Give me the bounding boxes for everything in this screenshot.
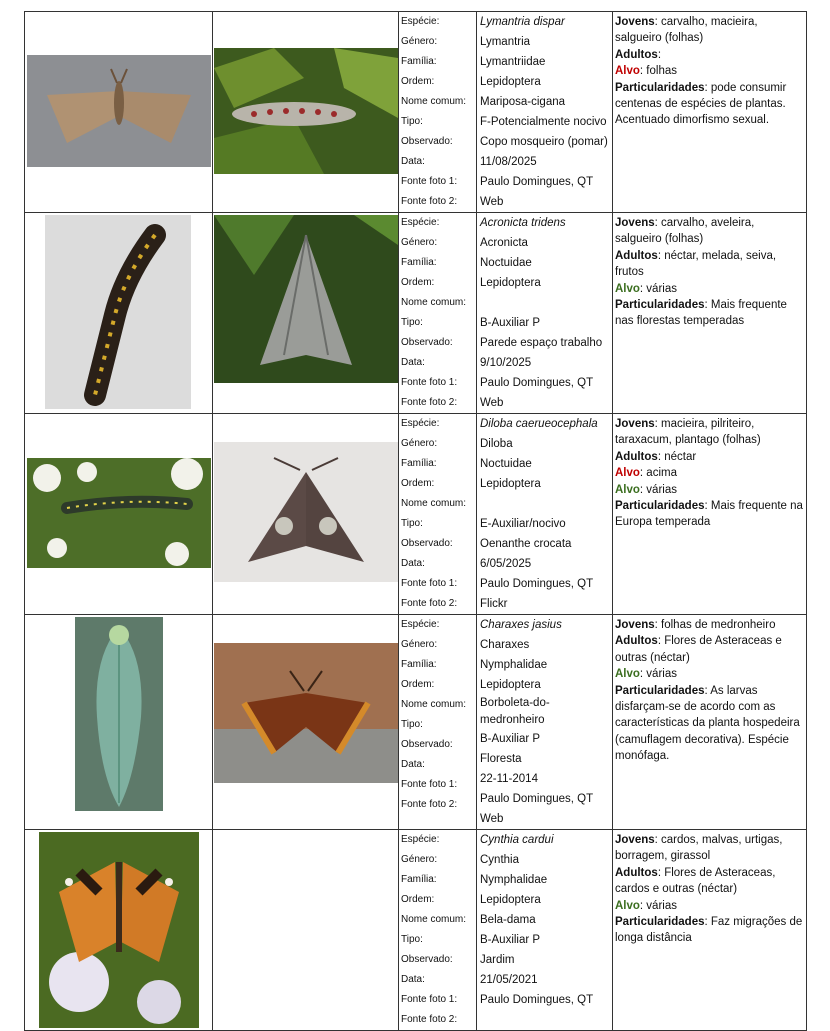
label-genero: Género: [401, 854, 438, 865]
label-fonte1: Fonte foto 1: [401, 377, 458, 388]
observed: Floresta [480, 753, 522, 765]
label-fonte1: Fonte foto 1: [401, 578, 458, 589]
type: B-Auxiliar P [480, 317, 541, 329]
photo-source-2: Flickr [480, 598, 508, 610]
caterpillar-photo [45, 215, 191, 409]
label-especie: Espécie: [401, 16, 440, 27]
label-nome-comum: Nome comum: [401, 914, 467, 925]
label-especie: Espécie: [401, 418, 440, 429]
species-name: Diloba caerueocephala [480, 418, 598, 430]
note-alvo: Alvo: várias [615, 899, 677, 912]
labels-cell [399, 830, 477, 1031]
note-particularidades: Particularidades: Faz migrações de longa distância [615, 916, 803, 945]
label-ordem: Ordem: [401, 894, 435, 905]
note-jovens: Jovens: macieira, pilriteiro, taraxacum, plantago (folhas) [615, 418, 761, 447]
label-genero: Género: [401, 237, 438, 248]
label-tipo: Tipo: [401, 719, 423, 730]
note-adultos: Adultos: Flores de Asteraceas, cardos e outras (néctar) [615, 866, 776, 896]
label-observado: Observado: [401, 739, 453, 750]
date: 22-11-2014 [480, 773, 538, 785]
photo-source-1: Paulo Domingues, QT [480, 578, 594, 590]
family: Lymantriidae [480, 56, 546, 68]
note-jovens: Jovens: cardos, malvas, urtigas, borragem, girassol [615, 834, 783, 863]
label-fonte2: Fonte foto 2: [401, 598, 458, 609]
label-familia: Família: [401, 874, 437, 885]
moth-photo [27, 55, 211, 167]
label-tipo: Tipo: [401, 116, 423, 127]
label-data: Data: [401, 558, 425, 569]
photo-source-2: Web [480, 397, 504, 409]
label-data: Data: [401, 156, 425, 167]
type: F-Potencialmente nocivo [480, 116, 607, 128]
note-alvo: Alvo: folhas [615, 65, 677, 78]
values-cell [477, 12, 613, 213]
brown-moth-photo [214, 442, 398, 582]
caterpillar-on-flowers-photo [27, 458, 211, 568]
observed: Copo mosqueiro (pomar) [480, 136, 608, 148]
species-sheet [24, 11, 806, 1031]
observed: Jardim [480, 954, 515, 966]
genus: Diloba [480, 438, 513, 450]
species-name: Acronicta tridens [480, 217, 566, 229]
note-adultos: Adultos: néctar [615, 450, 697, 463]
label-nome-comum: Nome comum: [401, 96, 467, 107]
photo-1-cell [25, 12, 213, 213]
label-ordem: Ordem: [401, 478, 435, 489]
label-genero: Género: [401, 438, 438, 449]
species-name: Lymantria dispar [480, 16, 565, 28]
label-especie: Espécie: [401, 834, 440, 845]
label-familia: Família: [401, 458, 437, 469]
species-name: Cynthia cardui [480, 834, 554, 846]
note-jovens: Jovens: folhas de medronheiro [615, 619, 776, 631]
label-especie: Espécie: [401, 217, 440, 228]
label-familia: Família: [401, 659, 437, 670]
label-ordem: Ordem: [401, 76, 435, 87]
notes-cell [613, 12, 807, 213]
notes-cell [613, 213, 807, 414]
green-caterpillar-photo [75, 617, 163, 811]
common-name [477, 293, 612, 313]
photo-source-2: Web [480, 813, 504, 825]
note-adultos: Adultos: [615, 48, 662, 61]
order: Lepidoptera [480, 277, 541, 289]
note-particularidades: Particularidades: Mais frequente na Europa temperada [615, 500, 803, 529]
common-name [477, 494, 612, 514]
genus: Lymantria [480, 36, 531, 48]
photo-source-2 [477, 1010, 612, 1030]
label-tipo: Tipo: [401, 317, 423, 328]
note-adultos: Adultos: néctar, melada, seiva, frutos [615, 249, 777, 279]
photo-2-cell [213, 615, 399, 830]
label-tipo: Tipo: [401, 518, 423, 529]
species-row [25, 830, 807, 1031]
values-cell [477, 830, 613, 1031]
photo-1-cell [25, 213, 213, 414]
note-alvo-red: Alvo: acima [615, 467, 677, 480]
values-cell [477, 414, 613, 615]
order: Lepidoptera [480, 478, 541, 490]
labels-cell [399, 615, 477, 830]
date: 9/10/2025 [480, 357, 532, 369]
photo-2-cell [213, 830, 399, 1031]
label-observado: Observado: [401, 136, 453, 147]
type: B-Auxiliar P [480, 934, 541, 946]
species-row [25, 615, 807, 830]
label-observado: Observado: [401, 337, 453, 348]
genus: Charaxes [480, 639, 530, 651]
photo-source-2: Web [480, 196, 504, 208]
labels-cell [399, 12, 477, 213]
photo-1-cell [25, 414, 213, 615]
butterfly-on-rock-photo [214, 643, 398, 783]
labels-cell [399, 213, 477, 414]
family: Nymphalidae [480, 874, 548, 886]
photo-2-cell [213, 414, 399, 615]
note-particularidades: Particularidades: Mais frequente nas florestas temperadas [615, 299, 787, 328]
observed: Oenanthe crocata [480, 538, 572, 550]
species-row [25, 213, 807, 414]
label-data: Data: [401, 357, 425, 368]
labels-cell [399, 414, 477, 615]
label-especie: Espécie: [401, 619, 440, 630]
hairy-caterpillar-photo [214, 48, 398, 174]
photo-2-cell [213, 12, 399, 213]
date: 11/08/2025 [480, 156, 537, 168]
label-tipo: Tipo: [401, 934, 423, 945]
note-alvo: Alvo: várias [615, 668, 677, 681]
common-name: Bela-dama [480, 914, 536, 926]
label-data: Data: [401, 759, 425, 770]
common-name: Mariposa-cigana [480, 96, 566, 108]
photo-1-cell [25, 830, 213, 1031]
label-genero: Género: [401, 36, 438, 47]
label-observado: Observado: [401, 954, 453, 965]
genus: Acronicta [480, 237, 528, 249]
label-observado: Observado: [401, 538, 453, 549]
species-row [25, 12, 807, 213]
label-fonte2: Fonte foto 2: [401, 1014, 458, 1025]
painted-lady-photo [39, 832, 199, 1028]
family: Noctuidae [480, 257, 532, 269]
note-alvo: Alvo: várias [615, 282, 677, 295]
photo-source-1: Paulo Domingues, QT [480, 176, 594, 188]
photo-source-1: Paulo Domingues, QT [480, 793, 594, 805]
label-fonte1: Fonte foto 1: [401, 779, 458, 790]
photo-source-1: Paulo Domingues, QT [480, 994, 594, 1006]
note-jovens: Jovens: carvalho, macieira, salgueiro (folhas) [615, 16, 758, 45]
notes-cell [613, 830, 807, 1031]
common-name: Borboleta-do-medronheiro [480, 697, 550, 726]
label-data: Data: [401, 974, 425, 985]
observed: Parede espaço trabalho [480, 337, 603, 349]
photo-2-cell [213, 213, 399, 414]
values-cell [477, 615, 613, 830]
note-particularidades: Particularidades: As larvas disfarçam-se de acordo com as características da planta hospedeira (camuflagem decorativa). Espécie monófaga. [615, 684, 800, 763]
label-fonte1: Fonte foto 1: [401, 994, 458, 1005]
note-jovens: Jovens: carvalho, aveleira, salgueiro (folhas) [615, 217, 755, 246]
photo-source-1: Paulo Domingues, QT [480, 377, 594, 389]
family: Nymphalidae [480, 659, 548, 671]
family: Noctuidae [480, 458, 532, 470]
label-fonte1: Fonte foto 1: [401, 176, 458, 187]
label-nome-comum: Nome comum: [401, 297, 467, 308]
genus: Cynthia [480, 854, 519, 866]
notes-cell [613, 615, 807, 830]
label-fonte2: Fonte foto 2: [401, 196, 458, 207]
label-familia: Família: [401, 257, 437, 268]
order: Lepidoptera [480, 679, 541, 691]
notes-cell [613, 414, 807, 615]
species-table [24, 11, 807, 1031]
label-familia: Família: [401, 56, 437, 67]
species-row [25, 414, 807, 615]
species-name: Charaxes jasius [480, 619, 562, 631]
note-alvo: Alvo: várias [615, 483, 677, 496]
note-particularidades: Particularidades: pode consumir centenas de espécies de plantas. Acentuado dimorfismo sexual. [615, 81, 787, 127]
label-nome-comum: Nome comum: [401, 498, 467, 509]
label-nome-comum: Nome comum: [401, 699, 467, 710]
note-adultos: Adultos: Flores de Asteraceas e outras (néctar) [615, 635, 782, 664]
order: Lepidoptera [480, 894, 541, 906]
type: B-Auxiliar P [480, 733, 541, 745]
order: Lepidoptera [480, 76, 541, 88]
label-fonte2: Fonte foto 2: [401, 397, 458, 408]
values-cell [477, 213, 613, 414]
type: E-Auxiliar/nocivo [480, 518, 566, 530]
label-fonte2: Fonte foto 2: [401, 799, 458, 810]
label-genero: Género: [401, 639, 438, 650]
date: 21/05/2021 [480, 974, 538, 986]
label-ordem: Ordem: [401, 679, 435, 690]
grey-moth-photo [214, 215, 398, 383]
photo-1-cell [25, 615, 213, 830]
date: 6/05/2025 [480, 558, 532, 570]
label-ordem: Ordem: [401, 277, 435, 288]
